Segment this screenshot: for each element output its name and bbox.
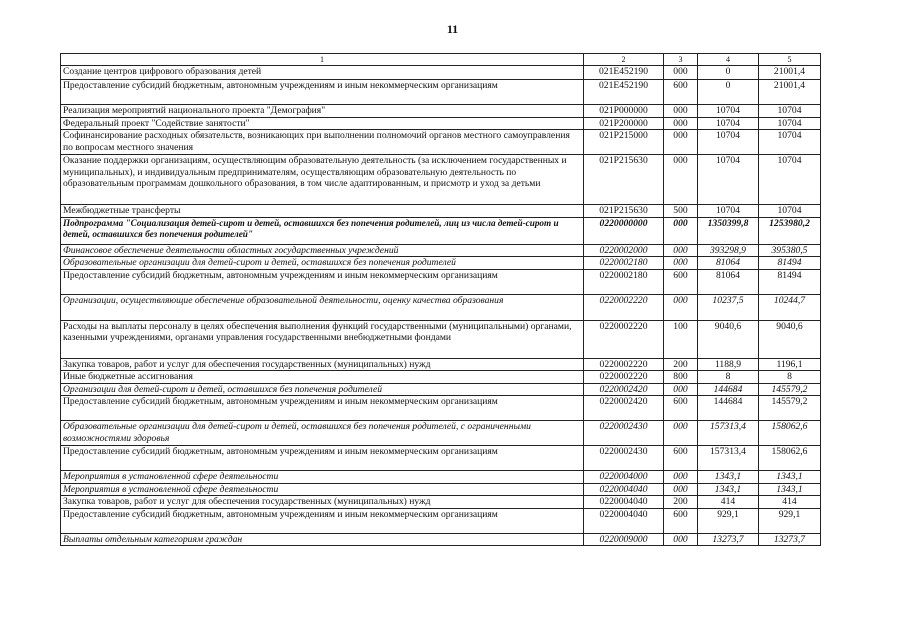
row-value-5: 1343,1 bbox=[759, 483, 821, 496]
row-name: Предоставление субсидий бюджетным, автономным учреждениям и иным некоммерческим организациям bbox=[61, 508, 584, 533]
row-code: 0220002420 bbox=[584, 396, 664, 421]
row-name: Расходы на выплаты персоналу в целях обеспечения выполнения функций государственными (муниципальными) органами, казенными учреждениями, органами управления государственными внебюджетными фондами bbox=[61, 320, 584, 358]
row-code: 0220002430 bbox=[584, 446, 664, 471]
row-type: 000 bbox=[664, 217, 698, 244]
row-value-4: 144684 bbox=[698, 383, 759, 396]
row-name: Образовательные организации для детей-сирот и детей, оставшихся без попечения родителей, с ограниченными возможностями здоровья bbox=[61, 421, 584, 446]
row-value-4: 81064 bbox=[698, 269, 759, 294]
row-code: 0220004040 bbox=[584, 483, 664, 496]
header-row bbox=[61, 54, 821, 66]
row-value-5: 145579,2 bbox=[759, 383, 821, 396]
row-value-5: 1196,1 bbox=[759, 358, 821, 371]
row-name: Иные бюджетные ассигнования bbox=[61, 371, 584, 384]
table-row bbox=[61, 155, 821, 205]
row-name: Реализация мероприятий национального проекта "Демография" bbox=[61, 105, 584, 118]
table-row bbox=[61, 320, 821, 358]
row-value-4: 10704 bbox=[698, 130, 759, 155]
row-code: 0220004040 bbox=[584, 508, 664, 533]
row-value-4: 414 bbox=[698, 496, 759, 509]
row-name: Создание центров цифрового образования детей bbox=[61, 66, 584, 80]
row-code: 0220002180 bbox=[584, 257, 664, 270]
row-code: 0220002220 bbox=[584, 320, 664, 358]
row-name: Выплаты отдельным категориям граждан bbox=[61, 533, 584, 546]
row-value-4: 1188,9 bbox=[698, 358, 759, 371]
row-value-5: 414 bbox=[759, 496, 821, 509]
row-code: 0220002420 bbox=[584, 383, 664, 396]
table-row bbox=[61, 483, 821, 496]
row-name: Федеральный проект "Содействие занятости" bbox=[61, 117, 584, 130]
row-name: Предоставление субсидий бюджетным, автономным учреждениям и иным некоммерческим организациям bbox=[61, 269, 584, 294]
row-code: 021P215630 bbox=[584, 205, 664, 218]
row-value-5: 395380,5 bbox=[759, 244, 821, 257]
row-code: 0220002220 bbox=[584, 294, 664, 320]
row-name: Предоставление субсидий бюджетным, автономным учреждениям и иным некоммерческим организациям bbox=[61, 396, 584, 421]
row-type: 200 bbox=[664, 358, 698, 371]
row-name: Мероприятия в установленной сфере деятельности bbox=[61, 483, 584, 496]
table-row bbox=[61, 446, 821, 471]
row-type: 600 bbox=[664, 80, 698, 105]
row-name: Предоставление субсидий бюджетным, автономным учреждениям и иным некоммерческим организациям bbox=[61, 80, 584, 105]
row-value-5: 10704 bbox=[759, 105, 821, 118]
row-value-4: 1350399,8 bbox=[698, 217, 759, 244]
budget-table bbox=[60, 53, 821, 546]
row-value-4: 13273,7 bbox=[698, 533, 759, 546]
column-header-2: 2 bbox=[584, 54, 664, 66]
row-name: Закупка товаров, работ и услуг для обеспечения государственных (муниципальных) нужд bbox=[61, 496, 584, 509]
row-code: 0220004040 bbox=[584, 496, 664, 509]
row-value-4: 10704 bbox=[698, 205, 759, 218]
row-value-5: 1253980,2 bbox=[759, 217, 821, 244]
row-value-4: 9040,6 bbox=[698, 320, 759, 358]
table-row bbox=[61, 244, 821, 257]
row-value-4: 10704 bbox=[698, 117, 759, 130]
row-value-5: 10704 bbox=[759, 130, 821, 155]
row-type: 100 bbox=[664, 320, 698, 358]
row-value-4: 0 bbox=[698, 66, 759, 80]
row-type: 000 bbox=[664, 130, 698, 155]
row-code: 021P215000 bbox=[584, 130, 664, 155]
table-row bbox=[61, 130, 821, 155]
row-code: 0220009000 bbox=[584, 533, 664, 546]
row-name: Образовательные организации для детей-сирот и детей, оставшихся без попечения родителей bbox=[61, 257, 584, 270]
row-value-5: 10704 bbox=[759, 205, 821, 218]
row-value-5: 21001,4 bbox=[759, 80, 821, 105]
row-value-4: 0 bbox=[698, 80, 759, 105]
table-row bbox=[61, 205, 821, 218]
row-type: 800 bbox=[664, 371, 698, 384]
row-name: Оказание поддержки организациям, осуществляющим образовательную деятельность (за исключением государственных и муниципальных), и индивидуальным предпринимателям, осуществляющим образовательную деятельность по образовательным программам дошкольного образования, в том числе адаптированным, и присмотр и уход за детьми bbox=[61, 155, 584, 205]
row-value-5: 10244,7 bbox=[759, 294, 821, 320]
row-name: Софинансирование расходных обязательств, возникающих при выполнении полномочий органов местного самоуправления по вопросам местного значения bbox=[61, 130, 584, 155]
row-value-5: 81494 bbox=[759, 269, 821, 294]
row-type: 000 bbox=[664, 257, 698, 270]
table-row bbox=[61, 471, 821, 484]
row-name: Организации, осуществляющие обеспечение образовательной деятельности, оценку качества образования bbox=[61, 294, 584, 320]
row-type: 000 bbox=[664, 383, 698, 396]
row-code: 0220004000 bbox=[584, 471, 664, 484]
table-row bbox=[61, 80, 821, 105]
row-type: 000 bbox=[664, 117, 698, 130]
row-code: 0220002220 bbox=[584, 371, 664, 384]
table-row bbox=[61, 496, 821, 509]
row-code: 0220002220 bbox=[584, 358, 664, 371]
row-value-4: 10704 bbox=[698, 105, 759, 118]
row-value-4: 157313,4 bbox=[698, 421, 759, 446]
row-value-5: 21001,4 bbox=[759, 66, 821, 80]
table-row bbox=[61, 217, 821, 244]
row-type: 600 bbox=[664, 396, 698, 421]
row-code: 021P215630 bbox=[584, 155, 664, 205]
row-code: 0220000000 bbox=[584, 217, 664, 244]
row-code: 021E452190 bbox=[584, 66, 664, 80]
row-value-5: 1343,1 bbox=[759, 471, 821, 484]
row-type: 600 bbox=[664, 446, 698, 471]
row-value-4: 393298,9 bbox=[698, 244, 759, 257]
row-type: 000 bbox=[664, 533, 698, 546]
row-value-5: 81494 bbox=[759, 257, 821, 270]
row-type: 000 bbox=[664, 66, 698, 80]
row-value-4: 10237,5 bbox=[698, 294, 759, 320]
table-row bbox=[61, 371, 821, 384]
row-value-5: 13273,7 bbox=[759, 533, 821, 546]
row-value-4: 157313,4 bbox=[698, 446, 759, 471]
page-number: 11 bbox=[446, 22, 459, 36]
table-row bbox=[61, 396, 821, 421]
row-code: 021P000000 bbox=[584, 105, 664, 118]
column-header-1: 1 bbox=[61, 54, 584, 66]
row-value-5: 8 bbox=[759, 371, 821, 384]
row-type: 000 bbox=[664, 294, 698, 320]
column-header-3: 3 bbox=[664, 54, 698, 66]
row-name: Мероприятия в установленной сфере деятельности bbox=[61, 471, 584, 484]
table-row bbox=[61, 294, 821, 320]
table-body bbox=[61, 66, 821, 546]
row-value-4: 144684 bbox=[698, 396, 759, 421]
row-type: 000 bbox=[664, 421, 698, 446]
row-value-4: 10704 bbox=[698, 155, 759, 205]
row-value-5: 929,1 bbox=[759, 508, 821, 533]
table-row bbox=[61, 533, 821, 546]
table-row bbox=[61, 66, 821, 80]
table-row bbox=[61, 383, 821, 396]
table-row bbox=[61, 257, 821, 270]
row-name: Подпрограмма "Социализация детей-сирот и детей, оставшихся без попечения родителей, лиц из числа детей-сирот и детей, оставшихся без попечения родителей" bbox=[61, 217, 584, 244]
row-type: 600 bbox=[664, 508, 698, 533]
row-type: 600 bbox=[664, 269, 698, 294]
row-code: 0220002000 bbox=[584, 244, 664, 257]
table-row bbox=[61, 358, 821, 371]
row-name: Предоставление субсидий бюджетным, автономным учреждениям и иным некоммерческим организациям bbox=[61, 446, 584, 471]
row-type: 000 bbox=[664, 155, 698, 205]
row-value-5: 10704 bbox=[759, 155, 821, 205]
table-row bbox=[61, 117, 821, 130]
row-value-5: 145579,2 bbox=[759, 396, 821, 421]
row-type: 000 bbox=[664, 105, 698, 118]
row-name: Межбюджетные трансферты bbox=[61, 205, 584, 218]
table-row bbox=[61, 105, 821, 118]
row-value-4: 929,1 bbox=[698, 508, 759, 533]
row-value-4: 1343,1 bbox=[698, 483, 759, 496]
row-value-4: 1343,1 bbox=[698, 471, 759, 484]
row-code: 0220002430 bbox=[584, 421, 664, 446]
row-code: 021P200000 bbox=[584, 117, 664, 130]
column-header-4: 4 bbox=[698, 54, 759, 66]
row-value-5: 158062,6 bbox=[759, 446, 821, 471]
row-type: 500 bbox=[664, 205, 698, 218]
row-name: Закупка товаров, работ и услуг для обеспечения государственных (муниципальных) нужд bbox=[61, 358, 584, 371]
row-value-4: 8 bbox=[698, 371, 759, 384]
table-row bbox=[61, 421, 821, 446]
row-type: 000 bbox=[664, 483, 698, 496]
row-code: 021E452190 bbox=[584, 80, 664, 105]
table-row bbox=[61, 508, 821, 533]
row-type: 000 bbox=[664, 471, 698, 484]
row-value-4: 81064 bbox=[698, 257, 759, 270]
row-value-5: 158062,6 bbox=[759, 421, 821, 446]
table-row bbox=[61, 269, 821, 294]
column-header-5: 5 bbox=[759, 54, 821, 66]
row-value-5: 9040,6 bbox=[759, 320, 821, 358]
row-name: Финансовое обеспечение деятельности областных государственных учреждений bbox=[61, 244, 584, 257]
row-value-5: 10704 bbox=[759, 117, 821, 130]
row-name: Организации для детей-сирот и детей, оставшихся без попечения родителей bbox=[61, 383, 584, 396]
row-type: 000 bbox=[664, 244, 698, 257]
row-code: 0220002180 bbox=[584, 269, 664, 294]
row-type: 200 bbox=[664, 496, 698, 509]
